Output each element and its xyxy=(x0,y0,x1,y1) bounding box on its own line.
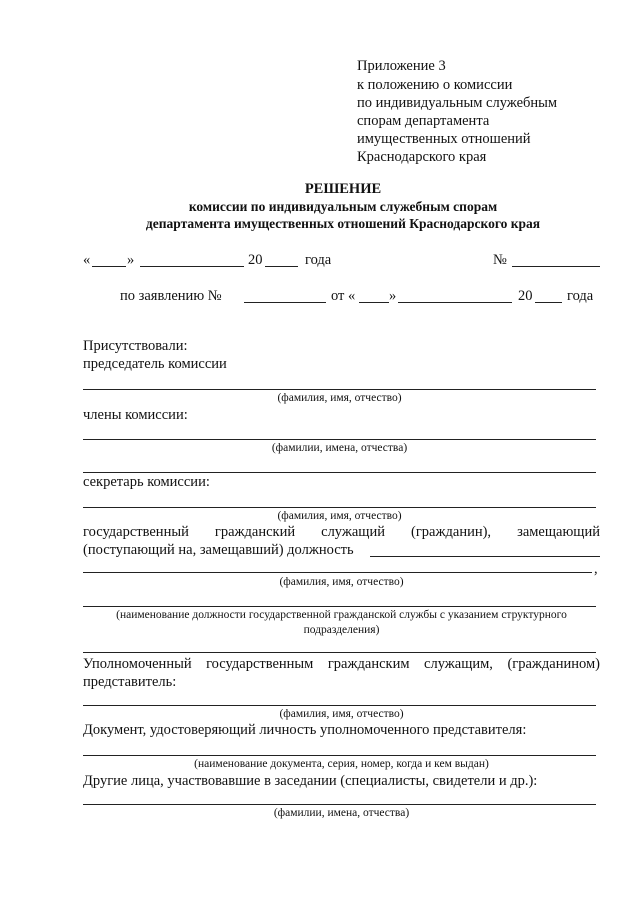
application-quote-close: » xyxy=(389,288,397,304)
identity-document-caption: (наименование документа, серия, номер, когда и кем выдан) xyxy=(194,758,489,770)
servant-name-line[interactable] xyxy=(83,572,592,573)
document-subtitle-2: департамента имущественных отношений Краснодарского края xyxy=(145,216,541,231)
decision-number-sign: № xyxy=(493,252,507,268)
application-number-blank[interactable] xyxy=(244,302,326,303)
representative-name-line[interactable] xyxy=(83,705,596,706)
appendix-line-6: Краснодарского края xyxy=(357,149,487,165)
application-year-blank[interactable] xyxy=(535,302,562,303)
servant-line-1: государственный гражданский служащий (гражданин), замещающий xyxy=(83,524,600,540)
chairman-name-line[interactable] xyxy=(83,389,596,390)
appendix-line-4: спорам департамента xyxy=(357,113,490,129)
other-persons-caption: (фамилии, имена, отчества) xyxy=(273,807,410,819)
servant-position-blank[interactable] xyxy=(370,556,600,557)
representative-line-2: представитель: xyxy=(83,674,177,690)
application-from-label: от « xyxy=(331,288,356,304)
representative-line-1: Уполномоченный государственным гражданским служащим, (гражданином) xyxy=(83,656,600,672)
servant-comma: , xyxy=(594,561,598,577)
chairman-caption: (фамилия, имя, отчество) xyxy=(277,392,402,404)
members-label: члены комиссии: xyxy=(83,407,188,423)
servant-position-caption-1: (наименование должности государственной гражданской службы с указанием структурного xyxy=(116,609,567,621)
application-month-blank[interactable] xyxy=(398,302,512,303)
representative-top-line[interactable] xyxy=(83,652,596,653)
document-subtitle-1: комиссии по индивидуальным служебным спорам xyxy=(188,199,498,214)
application-label: по заявлению № xyxy=(120,288,222,304)
secretary-label: секретарь комиссии: xyxy=(83,474,210,490)
appendix-line-2: к положению о комиссии xyxy=(357,77,513,93)
representative-caption: (фамилия, имя, отчество) xyxy=(279,708,404,720)
application-day-blank[interactable] xyxy=(359,302,389,303)
date-month-blank[interactable] xyxy=(140,266,244,267)
date-quote-open: « xyxy=(83,252,91,268)
other-persons-label: Другие лица, участвовавшие в заседании (специалисты, свидетели и др.): xyxy=(83,773,538,789)
application-year-prefix: 20 xyxy=(518,288,533,304)
date-quote-close: » xyxy=(127,252,135,268)
servant-line-2: (поступающий на, замещавший) должность xyxy=(83,542,354,558)
decision-number-blank[interactable] xyxy=(512,266,600,267)
secretary-caption: (фамилия, имя, отчество) xyxy=(277,510,402,522)
members-caption: (фамилии, имена, отчества) xyxy=(271,442,408,454)
servant-position-caption-2: подразделения) xyxy=(303,624,380,636)
chairman-label: председатель комиссии xyxy=(83,356,227,372)
date-day-blank[interactable] xyxy=(92,266,126,267)
servant-name-caption: (фамилия, имя, отчество) xyxy=(279,576,404,588)
date-year-blank[interactable] xyxy=(265,266,298,267)
date-year-prefix: 20 xyxy=(248,252,263,268)
other-persons-line[interactable] xyxy=(83,804,596,805)
appendix-line-5: имущественных отношений xyxy=(357,131,531,147)
appendix-line-1: Приложение 3 xyxy=(357,58,446,74)
document-title: РЕШЕНИЕ xyxy=(304,181,382,197)
servant-position-line[interactable] xyxy=(83,606,596,607)
identity-document-label: Документ, удостоверяющий личность уполномоченного представителя: xyxy=(83,722,527,738)
application-year-suffix: года xyxy=(567,288,594,304)
identity-document-line[interactable] xyxy=(83,755,596,756)
secretary-name-line[interactable] xyxy=(83,507,596,508)
members-names-line[interactable] xyxy=(83,439,596,440)
appendix-line-3: по индивидуальным служебным xyxy=(357,95,558,111)
date-year-suffix: года xyxy=(305,252,332,268)
present-heading: Присутствовали: xyxy=(83,338,188,354)
